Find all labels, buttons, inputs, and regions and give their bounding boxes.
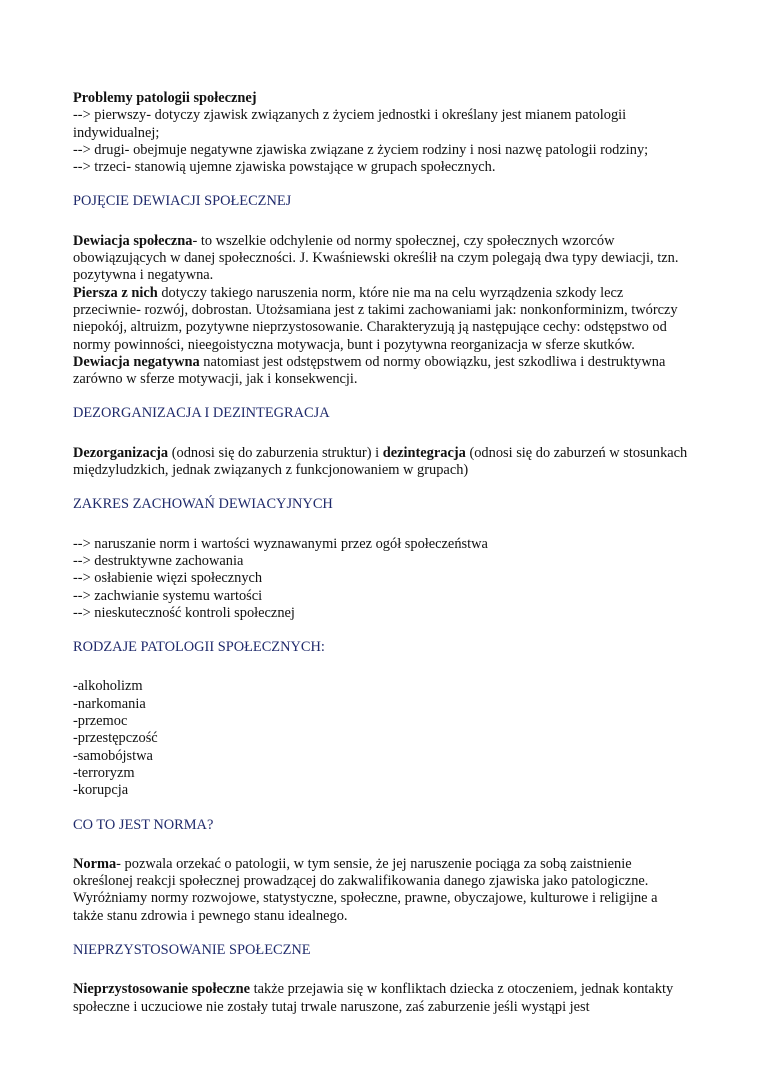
list-item: -samobójstwa [73,747,153,764]
list-item: --> destruktywne zachowania [73,552,244,569]
document-page [73,90,688,1016]
list-item: -narkomania [73,695,146,712]
paragraph-dezorganizacja: Dezorganizacja (odnosi się do zaburzenia struktur) i dezintegracja (odnosi się do zaburzeń w stosunkach międzyludzkich, jednak związanych z funkcjonowaniem w grupach) [73,444,688,479]
list-item: -alkoholizm [73,678,143,695]
intro-item-3: --> trzeci- stanowią ujemne zjawiska powstające w grupach społecznych. [73,159,496,176]
term-negatywna: Dewiacja negatywna [73,353,200,370]
paragraph-norma: Norma- pozwala orzekać o patologii, w tym sensie, że jej naruszenie pociąga za sobą zaistnienie określonej reakcji społecznej prowadzącej do zakwalifikowania danego zjawiska jako patologiczne. Wyróżniamy normy rozwojowe, statystyczne, społeczne, prawne, obyczajowe, kulturowe i religijne a także stanu zdrowia i pewnego stanu idealnego. [73,855,658,924]
list-item: -terroryzm [73,764,135,781]
list-item: -przemoc [73,713,128,730]
list-item: -przestępczość [73,730,158,747]
paragraph-nieprzystosowanie: Nieprzystosowanie społeczne także przejawia się w konfliktach dziecka z otoczeniem, jednak kontakty społeczne i uczuciowe nie zostały tutaj trwale naruszone, zaś zaburzenie jeśli wystąpi jest [73,981,674,1015]
intro-item-1: --> pierwszy- dotyczy zjawisk związanych z życiem jednostki i określany jest mianem patologii indywidualnej; [73,107,627,141]
term-pierwsza: Piersza z nich [73,284,158,301]
heading-norma: CO TO JEST NORMA? [73,816,214,833]
heading-rodzaje: RODZAJE PATOLOGII SPOŁECZNYCH: [73,639,325,656]
list-item: --> zachwianie systemu wartości [73,587,263,604]
heading-dezorganizacja: DEZORGANIZACJA I DEZINTEGRACJA [73,405,330,422]
heading-zakres: ZAKRES ZACHOWAŃ DEWIACYJNYCH [73,496,333,513]
heading-dewiacja: POJĘCIE DEWIACJI SPOŁECZNEJ [73,193,292,210]
paragraph-dewiacja-positive: Piersza z nich dotyczy takiego naruszenia norm, które nie ma na celu wyrządzenia szkody lecz przeciwnie- rozwój, dobrostan. Utożsamiana jest z takimi zachowaniami jak: nonkonforminizm, twórczy niepokój, altruizm, pozytywne nieprzystosowanie. Charakteryzują ją następujące cechy: odstępstwo od normy powinności, nieegoistyczna motywacja, bunt i pozytywna reorganizacja w sferze skutków. [73,284,678,353]
list-item: -korupcja [73,782,129,799]
paragraph-dewiacja-negative: Dewiacja negatywna natomiast jest odstępstwem od normy obowiązku, jest szkodliwa i destruktywna zarówno w sferze motywacji, jak i konsekwencji. [73,353,666,388]
intro-item-2: --> drugi- obejmuje negatywne zjawiska związane z życiem rodziny i nosi nazwę patologii rodziny; [73,141,649,158]
list-item: --> nieskuteczność kontroli społecznej [73,604,295,621]
term-dewiacja: Dewiacja społeczna [73,232,193,249]
intro-title: Problemy patologii społecznej [73,90,257,106]
list-item: --> naruszanie norm i wartości wyznawanymi przez ogół społeczeństwa [73,535,488,552]
list-zakres [73,536,688,622]
paragraph-dewiacja-definition: Dewiacja społeczna- to wszelkie odchylenie od normy społecznej, czy społecznych wzorców obowiązujących w danej społeczności. J. Kwaśniewski określił na czym polegają dwa typy dewiacji, tzn. pozytywna i negatywna. [73,232,679,284]
list-item: --> osłabienie więzi społecznych [73,570,263,587]
list-rodzaje [73,678,688,799]
heading-nieprzystosowanie: NIEPRZYSTOSOWANIE SPOŁECZNE [73,941,311,958]
